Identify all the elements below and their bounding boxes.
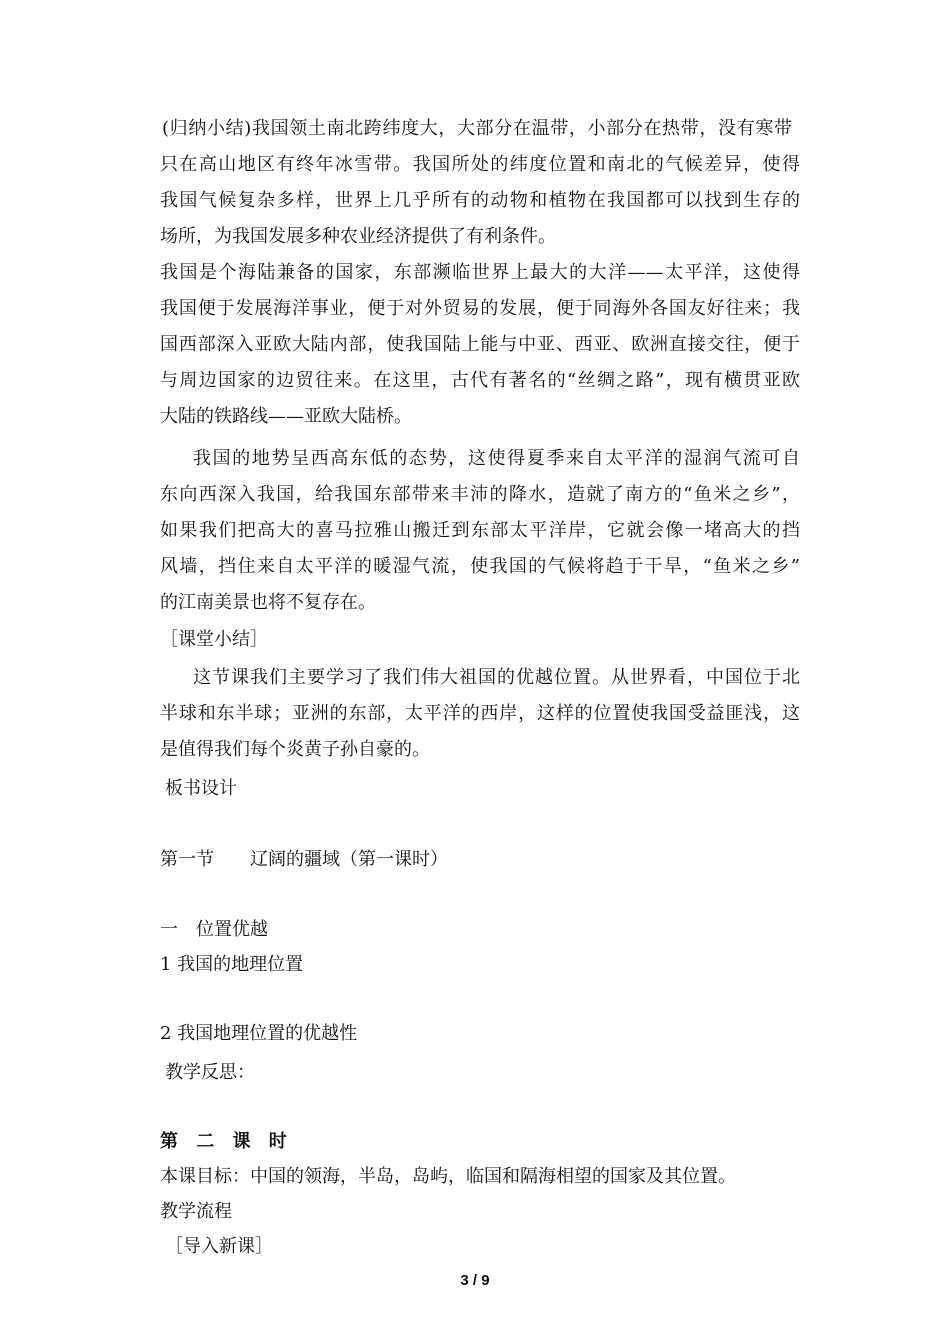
text-line: 我国气候复杂多样，世界上几乎所有的动物和植物在我国都可以找到生存的 [160,190,800,211]
text-line: 与周边国家的边贸往来。在这里，古代有著名的“丝绸之路”，现有横贯亚欧 [160,370,800,391]
text-line: 东向西深入我国，给我国东部带来丰沛的降水，造就了南方的“鱼米之乡”， [160,484,800,505]
text-line: 是值得我们每个炎黄子孙自豪的。 [160,739,430,760]
section-heading: ［导入新课］ [165,1236,273,1257]
board-heading: 板书设计 [165,778,237,799]
text-line: 这节课我们主要学习了我们伟大祖国的优越位置。从世界看，中国位于北 [193,667,800,688]
text-line: (归纳小结)我国领土南北跨纬度大，大部分在温带，小部分在热带，没有寒带 [162,118,792,139]
text-line: 我国便于发展海洋事业，便于对外贸易的发展，便于同海外各国友好往来；我 [160,298,800,319]
section-heading: ［课堂小结］ [160,629,268,650]
page-number: 3 / 9 [460,1272,490,1289]
text-line: 大陆的铁路线——亚欧大陆桥。 [160,406,412,427]
reflection-label: 教学反思： [165,1062,255,1083]
board-subpoint: 2 我国地理位置的优越性 [160,1023,358,1044]
text-line: 国西部深入亚欧大陆内部，使我国陆上能与中亚、西亚、欧洲直接交往，便于 [160,334,800,355]
text-line: 我国是个海陆兼备的国家，东部濒临世界上最大的大洋——太平洋，这使得 [160,262,800,283]
text-line: 场所，为我国发展多种农业经济提供了有利条件。 [160,226,556,247]
text-line: 如果我们把高大的喜马拉雅山搬迁到东部太平洋岸，它就会像一堵高大的挡 [160,520,800,541]
board-section-title: 第一节 辽阔的疆域（第一课时） [160,849,448,870]
text-line: 的江南美景也将不复存在。 [160,592,376,613]
lesson-goal: 本课目标：中国的领海，半岛，岛屿，临国和隔海相望的国家及其位置。 [160,1166,736,1187]
text-line: 风墙，挡住来自太平洋的暖湿气流，使我国的气候将趋于干旱，“鱼米之乡” [160,556,800,577]
text-line: 只在高山地区有终年冰雪带。我国所处的纬度位置和南北的气候差异，使得 [160,154,800,175]
teaching-flow-heading: 教学流程 [160,1201,232,1222]
lesson-title: 第 二 课 时 [160,1131,293,1152]
text-line: 半球和东半球；亚洲的东部，太平洋的西岸，这样的位置使我国受益匪浅，这 [160,703,800,724]
text-line: 我国的地势呈西高东低的态势，这使得夏季来自太平洋的湿润气流可自 [193,448,800,469]
board-point: 一 位置优越 [160,919,268,940]
board-subpoint: 1 我国的地理位置 [160,954,304,975]
